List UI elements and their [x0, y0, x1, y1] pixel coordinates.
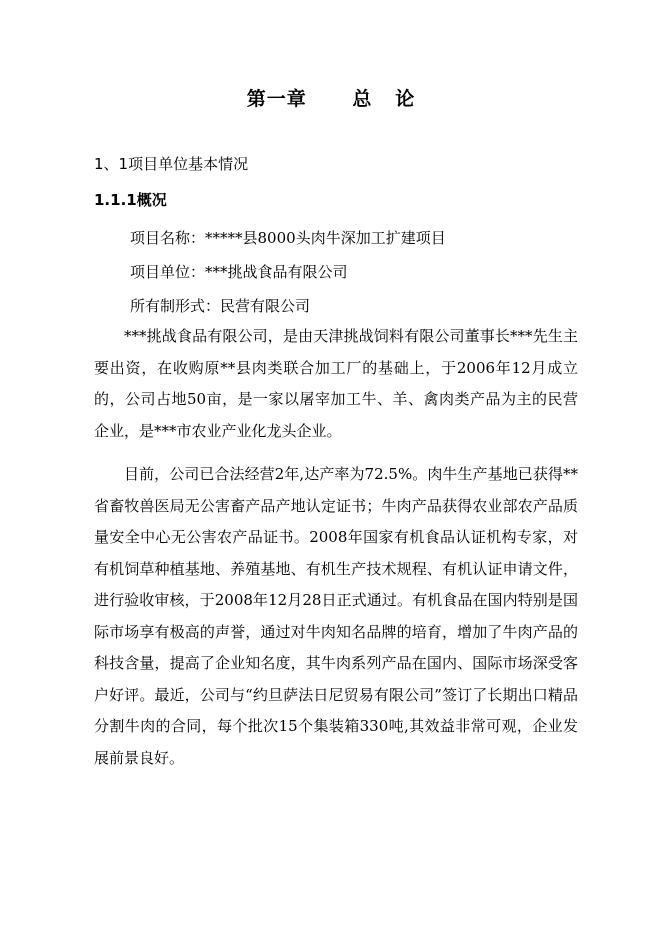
project-unit-value: ***挑战食品有限公司: [205, 263, 348, 281]
project-name-value: *****县8000头肉牛深加工扩建项目: [205, 229, 446, 247]
subsection-heading: 1.1.1概况: [94, 191, 167, 209]
project-name-label: 项目名称：: [130, 229, 206, 247]
ownership-value: 民营有限公司: [220, 297, 311, 315]
chapter-title: 第一章 总 论: [246, 88, 416, 110]
company-intro-paragraph: ***挑战食品有限公司，是由天津挑战饲料有限公司董事长***先生主要出资，在收购原**县肉类联合加工厂的基础上，于2006年12月成立的，公司占地50亩，是一家以屠宰加工牛、羊、禽肉类产品为主的民营企业，是***市农业产业化龙头企业。: [94, 327, 578, 440]
project-unit-line: [130, 261, 348, 282]
status-paragraph: 目前，公司已合法经营2年,达产率为72.5%。肉牛生产基地已获得**省畜牧兽医局无公害畜产品产地认定证书；牛肉产品获得农业部农产品质量安全中心无公害农产品证书。2008年国家有机食品认证机构专家，对有机饲草种植基地、养殖基地、有机生产技术规程、有机认证申请文件，进行验收审核，于2008年12月28日正式通过。有机食品在国内特别是国际市场享有极高的声誉，通过对牛肉知名品牌的培育，增加了牛肉产品的科技含量，提高了企业知名度，其牛肉系列产品在国内、国际市场深受客户好评。最近，公司与“约旦萨法日尼贸易有限公司”签订了长期出口精品分割牛肉的合同，每个批次15个集装箱330吨,其效益非常可观，企业发展前景良好。: [94, 465, 578, 767]
section-heading: 1、1项目单位基本情况: [94, 155, 249, 173]
project-unit-label: 项目单位：: [130, 263, 206, 281]
project-name-line: [130, 227, 446, 248]
ownership-label: 所有制形式：: [130, 297, 221, 315]
ownership-line: [130, 295, 310, 316]
